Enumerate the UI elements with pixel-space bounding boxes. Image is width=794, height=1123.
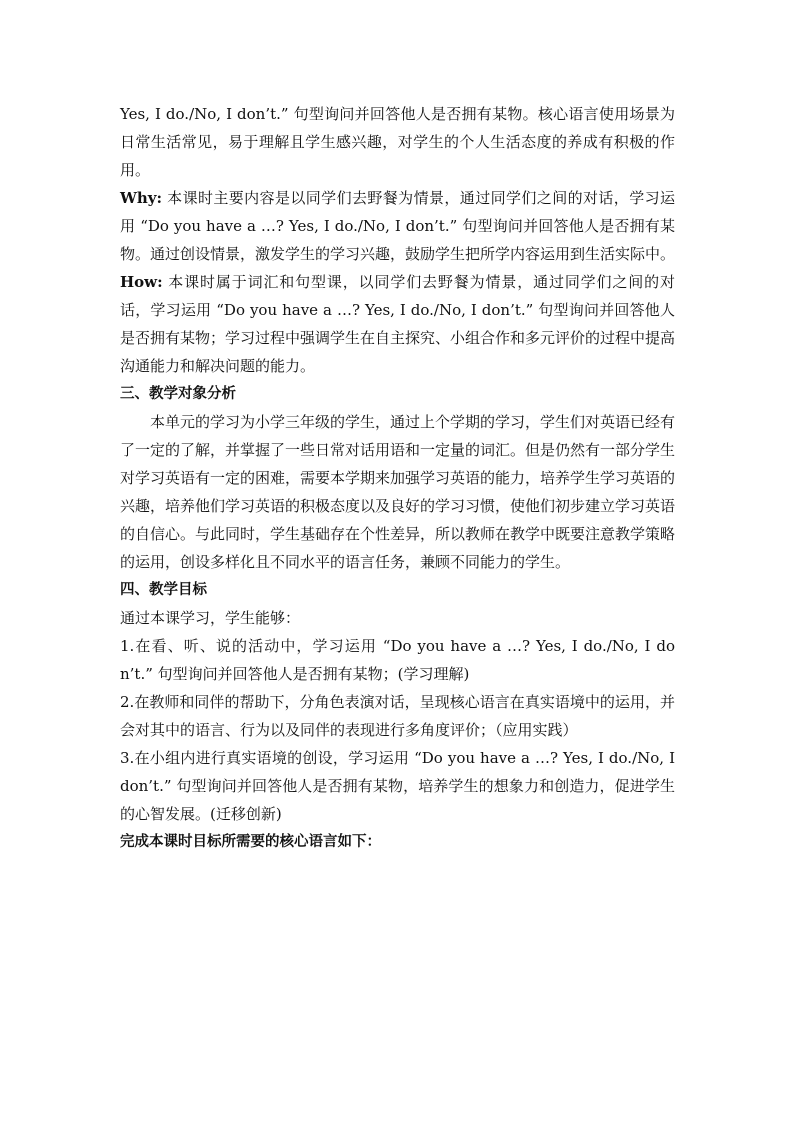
paragraph-goals-intro: 通过本课学习，学生能够： (120, 609, 301, 627)
why-label: Why: (120, 189, 163, 207)
how-label: How: (120, 273, 163, 291)
section-heading-students: 三、教学对象分析 (120, 386, 236, 402)
paragraph-language-usage: Yes, I do./No, I don’t.” 句型询问并回答他人是否拥有某物。核心语言使用场景为日常生活常见，易于理解且学生感兴趣，对学生的个人生活态度的养成有积极的作用。 (120, 105, 675, 179)
paragraph-students-analysis: 本单元的学习为小学三年级的学生，通过上个学期的学习，学生们对英语已经有了一定的了解，并掌握了一些日常对话用语和一定量的词汇。但是仍然有一部分学生对学习英语有一定的困难，需要本学期来加强学习英语的能力，培养学生学习英语的兴趣，培养他们学习英语的积极态度以及良好的学习习惯，使他们初步建立学习英语的自信心。与此同时，学生基础存在个性差异，所以教师在教学中既要注意教学策略的运用，创设多样化且不同水平的语言任务，兼顾不同能力的学生。 (120, 413, 676, 571)
paragraph-why (120, 184, 675, 268)
section-heading-goals: 四、教学目标 (120, 582, 207, 598)
core-language-heading: 完成本课时目标所需要的核心语言如下： (120, 834, 381, 850)
why-text: 本课时主要内容是以同学们去野餐为情景，通过同学们之间的对话，学习运用 “Do you have a …? Yes, I do./No, I don’t.” 句型询问并回答他人是否拥有某物。通过创设情景，激发学生的学习兴趣，鼓励学生把所学内容运用到生活实际中。 (120, 189, 676, 263)
how-text: 本课时属于词汇和句型课，以同学们去野餐为情景，通过同学们之间的对话，学习运用 “Do you have a …? Yes, I do./No, I don’t.” 句型询问并回答他人是否拥有某物；学习过程中强调学生在自主探究、小组合作和多元评价的过程中提高沟通能力和解决问题的能力。 (120, 273, 676, 375)
goal-item-2: 2.在教师和同伴的帮助下，分角色表演对话，呈现核心语言在真实语境中的运用，并会对其中的语言、行为以及同伴的表现进行多角度评价；（应用实践） (120, 693, 675, 739)
document-page (120, 100, 675, 856)
goal-item-3: 3.在小组内进行真实语境的创设，学习运用 “Do you have a …? Yes, I do./No, I don’t.” 句型询问并回答他人是否拥有某物，培养学生的想象力和创造力，促进学生的心智发展。(迁移创新) (120, 749, 675, 823)
paragraph-how (120, 268, 675, 380)
goal-item-1: 1.在看、听、说的活动中，学习运用 “Do you have a …? Yes, I do./No, I don’t.” 句型询问并回答他人是否拥有某物；(学习理解) (120, 637, 675, 683)
